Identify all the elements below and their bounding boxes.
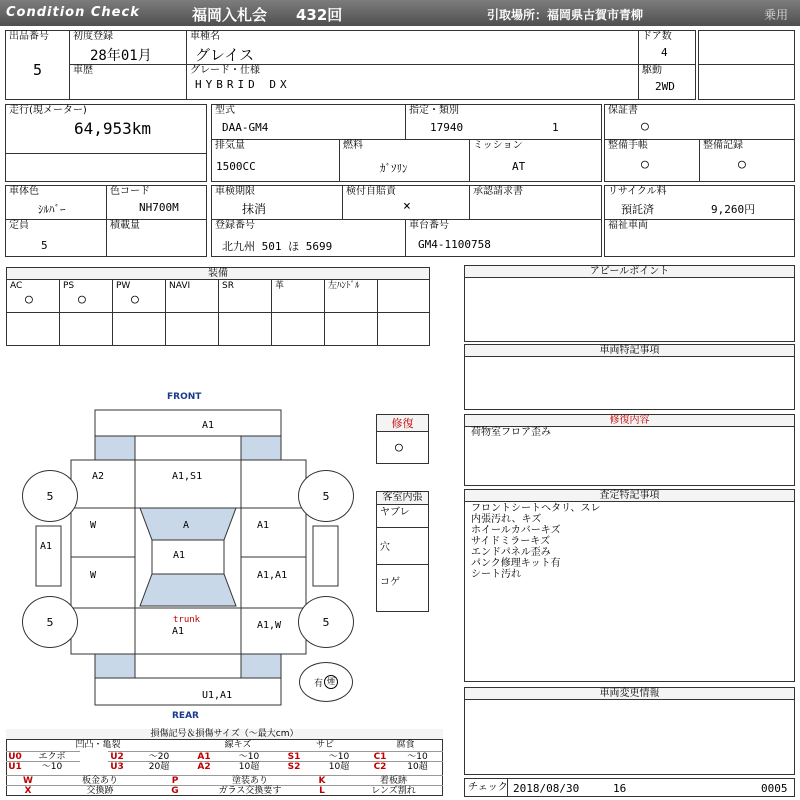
tire-rear-right xyxy=(298,596,354,648)
mark-hood: A1,S1 xyxy=(172,471,203,482)
mark-left-side: A1 xyxy=(40,541,53,552)
legend-cell: 20超 xyxy=(126,761,192,772)
legend-title: 損傷記号＆損傷サイズ（～最大cm） xyxy=(6,729,443,740)
equipment-label: PS xyxy=(63,281,75,291)
tire-rear-left xyxy=(22,596,78,648)
color-label: 車体色 xyxy=(9,186,39,197)
special-title: 車両特記事項 xyxy=(465,345,794,357)
legend-cell: レンズ割れ xyxy=(344,785,443,796)
pickup-location: 引取場所：福岡県古賀市青柳 xyxy=(487,8,644,22)
color-code-label: 色コード xyxy=(110,186,150,197)
mark-roof: A1 xyxy=(173,550,186,561)
legend-cell: 塗装あり xyxy=(200,775,300,786)
equipment-label: AC xyxy=(10,281,23,291)
inspector-box xyxy=(464,489,795,682)
color-code-value: NH700M xyxy=(139,201,179,214)
mileage-label: 走行(現メーター) xyxy=(9,105,87,116)
insurance-label: 検付自賠責 xyxy=(346,186,396,197)
repair-content-box xyxy=(464,414,795,486)
doors-value: 4 xyxy=(661,46,668,59)
legend-cell: A1 xyxy=(192,751,216,762)
inspector-note: エンドパネル歪み xyxy=(471,547,551,558)
legend-cell: A2 xyxy=(192,761,216,772)
equipment-label: 革 xyxy=(275,281,285,291)
smoke-label: 有 xyxy=(313,678,323,689)
chassis-label: 車台番号 xyxy=(409,220,449,231)
plate-label: 登録番号 xyxy=(215,220,255,231)
warranty-value: ○ xyxy=(641,119,649,134)
repair-value: ○ xyxy=(395,440,403,455)
approval-cell xyxy=(469,185,602,220)
legend-cell: P xyxy=(150,775,200,786)
manual-cell xyxy=(604,139,700,182)
record-label: 整備記録 xyxy=(703,140,743,151)
legend-cell: エクボ xyxy=(24,751,80,762)
repair-label: 修復 xyxy=(377,415,428,432)
repair-content-title: 修復内容 xyxy=(465,415,794,427)
inspector-note: パンク修理キット有 xyxy=(471,558,561,569)
warranty-label: 保証書 xyxy=(608,105,638,116)
rear-label: REAR xyxy=(172,711,199,721)
inspection-value: 抹消 xyxy=(242,202,267,216)
capacity-label: 定員 xyxy=(9,220,29,231)
smoke-mark: 煙 xyxy=(324,675,338,689)
history-label: 車歴 xyxy=(73,65,93,76)
mark-rear-bumper: U1,A1 xyxy=(202,690,233,701)
doors-cell xyxy=(638,30,696,65)
designation-label: 指定・類別 xyxy=(409,105,459,116)
legend-group: サビ xyxy=(315,740,334,750)
repair-content-text: 荷物室フロア歪み xyxy=(471,427,551,438)
equipment-value: ○ xyxy=(78,292,86,307)
manual-value: ○ xyxy=(641,157,649,172)
color-value: ｼﾙﾊﾞｰ xyxy=(38,203,66,216)
legend-cell: C2 xyxy=(368,761,392,772)
inspector-note: 内張汚れ、キズ xyxy=(471,514,542,525)
inspector-note: ホイールカバーキズ xyxy=(471,525,561,536)
legend-cell: ～10 xyxy=(392,751,443,762)
equipment-label: 左ﾊﾝﾄﾞﾙ xyxy=(328,281,360,291)
legend-cell: K xyxy=(300,775,344,786)
equipment-label: NAVI xyxy=(169,281,191,291)
appeal-box xyxy=(464,265,795,342)
drive-label: 駆動 xyxy=(642,65,662,76)
mileage-value: 64,953km xyxy=(74,119,152,138)
mark-trunk: A1 xyxy=(172,626,185,637)
drive-value: 2WD xyxy=(655,80,675,93)
interior-title: 客室内張 xyxy=(377,492,428,505)
first-reg-value: 28年01月 xyxy=(90,48,152,64)
doors-label: ドア数 xyxy=(642,31,672,42)
tire-front-left xyxy=(22,470,78,522)
blank-top-right xyxy=(698,30,795,65)
legend-cell: U3 xyxy=(108,761,126,772)
mark-left-front-door: W xyxy=(90,520,97,531)
equipment-label: SR xyxy=(222,281,234,291)
front-label: FRONT xyxy=(167,392,202,402)
mark-right-quarter: A1,W xyxy=(257,620,282,631)
designation-value: 17940 xyxy=(430,121,464,134)
interior-burn: コゲ xyxy=(380,577,400,588)
legend-cell: U0 xyxy=(6,751,24,762)
mark-windshield: A xyxy=(183,520,190,531)
lot-number: 5 xyxy=(33,61,43,79)
capacity-value: 5 xyxy=(41,239,48,252)
legend-cell: ～20 xyxy=(126,751,192,762)
tire-rear-right-value: 5 xyxy=(322,615,330,629)
check-box xyxy=(464,778,795,797)
brand-title: Condition Check xyxy=(6,5,140,20)
inspector-title: 査定特記事項 xyxy=(465,490,794,502)
check-label: チェック xyxy=(468,782,508,793)
inspector-note: フロントシートヘタリ、スレ xyxy=(471,503,601,514)
drive-cell xyxy=(638,64,696,100)
insurance-value: × xyxy=(403,199,411,214)
legend-cell: C1 xyxy=(368,751,392,762)
mark-front-bumper: A1 xyxy=(202,420,215,431)
interior-hole: 穴 xyxy=(380,542,390,553)
recycle-label: リサイクル料 xyxy=(608,186,667,197)
name-label: 車種名 xyxy=(190,31,220,42)
approval-label: 承認請求書 xyxy=(473,186,523,197)
legend-cell: 10超 xyxy=(306,761,372,772)
tire-front-right xyxy=(298,470,354,522)
equipment-label: PW xyxy=(116,281,131,291)
check-code: 0005 xyxy=(761,782,788,795)
inspection-label: 車検期限 xyxy=(215,186,255,197)
mission-value: AT xyxy=(512,160,526,173)
legend-cell: ガラス交換要す xyxy=(200,785,300,796)
check-num: 16 xyxy=(613,782,627,795)
equipment-title: 装備 xyxy=(7,268,429,280)
legend-group: 腐食 xyxy=(396,740,415,750)
legend-cell: W xyxy=(6,775,50,786)
vehicle-name: グレイス xyxy=(195,46,255,64)
rear-window-shape xyxy=(140,574,236,606)
legend-cell: X xyxy=(6,785,50,796)
inspector-note: サイドミラーキズ xyxy=(471,536,551,547)
inspector-notes xyxy=(471,503,601,580)
legend-cell: 着板跡 xyxy=(344,775,443,786)
mark-right-front-door: A1 xyxy=(257,520,270,531)
welfare-cell xyxy=(604,219,795,257)
tire-front-left-value: 5 xyxy=(46,489,54,503)
mark-right-rear-door: A1,A1 xyxy=(257,570,288,581)
equipment-value: ○ xyxy=(131,292,139,307)
plate-value: 北九州 501 ほ 5699 xyxy=(222,240,333,253)
fuel-value: ｶﾞｿﾘﾝ xyxy=(380,162,408,175)
tire-front-right-value: 5 xyxy=(322,489,330,503)
fuel-label: 燃料 xyxy=(343,140,363,151)
class-number: 1 xyxy=(552,121,559,134)
legend-cell: S2 xyxy=(282,761,306,772)
recycle-cell xyxy=(604,185,795,220)
session-number: 432回 xyxy=(296,6,343,24)
appeal-title: アピールポイント xyxy=(465,266,794,278)
grade-value: HYBRID DX xyxy=(195,78,291,91)
legend-group: 線キズ xyxy=(224,740,252,750)
mark-left-fender: A2 xyxy=(92,471,105,482)
check-date: 2018/08/30 xyxy=(513,782,580,795)
changes-box xyxy=(464,687,795,775)
trunk-label: trunk xyxy=(173,615,201,625)
chassis-value: GM4-1100758 xyxy=(418,238,491,251)
legend-cell: ～10 xyxy=(24,761,80,772)
special-box xyxy=(464,344,795,410)
legend-cell: 10超 xyxy=(392,761,443,772)
equipment-value: ○ xyxy=(25,292,33,307)
legend-cell: ～10 xyxy=(216,751,282,762)
lot-label: 出品番号 xyxy=(9,31,49,42)
legend-cell: ～10 xyxy=(306,751,372,762)
record-cell xyxy=(699,139,795,182)
legend-cell: U1 xyxy=(6,761,24,772)
blank-mid-right xyxy=(698,64,795,100)
category-label: 乗用 xyxy=(764,8,789,22)
first-reg-label: 初度登録 xyxy=(73,31,113,42)
inspector-note: シート汚れ xyxy=(471,569,521,580)
legend-cell: U2 xyxy=(108,751,126,762)
mission-cell xyxy=(469,139,602,182)
displacement-value: 1500CC xyxy=(216,160,256,173)
legend-cell: 板金あり xyxy=(50,775,150,786)
legend-cell: 10超 xyxy=(216,761,282,772)
warranty-cell xyxy=(604,104,795,140)
legend-cell: 交換跡 xyxy=(50,785,150,796)
legend-group: 凹凸・亀裂 xyxy=(75,740,121,750)
welfare-label: 福祉車両 xyxy=(608,220,648,231)
legend-cell: L xyxy=(300,785,344,796)
recycle-status: 預託済 xyxy=(621,203,654,216)
record-value: ○ xyxy=(738,157,746,172)
recycle-fee: 9,260円 xyxy=(711,203,756,216)
tire-rear-left-value: 5 xyxy=(46,615,54,629)
model-value: DAA-GM4 xyxy=(222,121,269,134)
legend-cell: S1 xyxy=(282,751,306,762)
check-divider xyxy=(507,779,508,796)
mark-left-rear-door: W xyxy=(90,570,97,581)
grade-label: グレード・仕様 xyxy=(190,65,260,76)
model-label: 型式 xyxy=(215,105,235,116)
legend-cell: G xyxy=(150,785,200,796)
manual-label: 整備手帳 xyxy=(608,140,648,151)
smoke-indicator xyxy=(299,662,353,702)
interior-tear: ヤブレ xyxy=(380,507,410,518)
changes-title: 車両変更情報 xyxy=(465,688,794,700)
mission-label: ミッション xyxy=(473,140,523,151)
auction-name: 福岡入札会 xyxy=(192,6,268,24)
load-label: 積載量 xyxy=(110,220,140,231)
displacement-label: 排気量 xyxy=(215,140,245,151)
